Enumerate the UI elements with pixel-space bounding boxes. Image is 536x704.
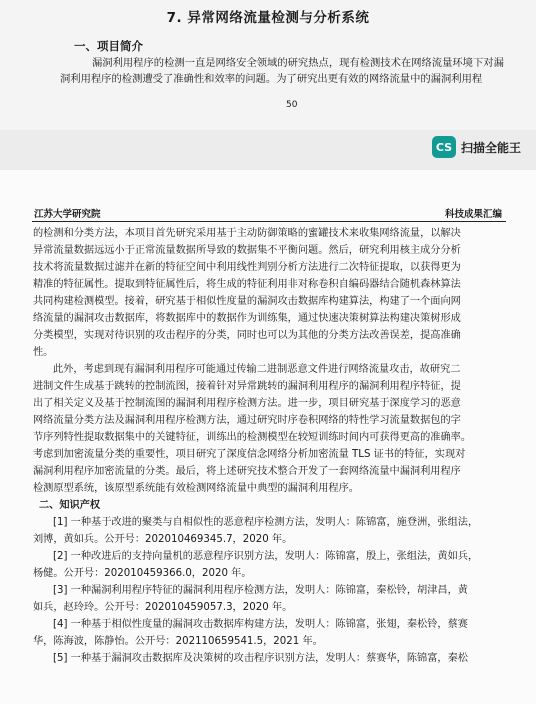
body-line: 的检测和分类方法，本项目首先研究采用基于主动防御策略的蜜罐技术来收集网络流量，以解决: [33, 228, 461, 239]
patent-entry-line: 刘博，黄如兵。公开号：202010469345.7，2020 年。: [33, 534, 293, 545]
scanner-app-name: 扫描全能王: [461, 140, 522, 155]
body-line: 性。: [33, 347, 54, 358]
body-line: 精准的特征属性。提取到特征属性后，将生成的特征利用非对称卷积自编码器结合随机森林算法: [33, 279, 461, 290]
document-page: [0, 170, 536, 704]
body-line: 此外，考虑到现有漏洞利用程序可能通过传输二进制恶意文件进行网络流量攻击，故研究二: [53, 364, 461, 375]
patent-entry-line: [1] 一种基于改进的聚类与自相似性的恶意程序检测方法，发明人：陈锦富，施登洲，张组法，: [53, 517, 479, 528]
patent-entry-line: [4] 一种基于相似性度量的漏洞攻击数据库构建方法，发明人：陈锦富，张翅，秦松铃，蔡赛: [53, 619, 468, 630]
patent-entry-line: 华，陈海波，陈静怡。公开号：202110659541.5，2021 年。: [33, 636, 323, 647]
body-line: 漏洞利用程序加密流量的分类。最后，将上述研究技术整合开发了一套网络流量中漏洞利用程序: [33, 466, 461, 477]
section-title: 7. 异常网络流量检测与分析系统: [166, 10, 370, 26]
body-line: 络流量的漏洞攻击数据库，将数据库中的数据作为训练集，通过快速决策树算法构建决策树形成: [33, 313, 461, 324]
patent-entry-line: 杨健。公开号：202010459366.0，2020 年。: [33, 568, 252, 579]
previous-page-fragment: [0, 0, 536, 130]
page-body: [33, 225, 509, 667]
body-line: 共同构建检测模型。接着，研究基于相似性度量的漏洞攻击数据库构建算法，构建了一个面向网: [33, 296, 461, 307]
body-line: 网络流量分类方法及漏洞利用程序检测方法，通过研究时序卷积网络的特性学习流量数据包的字: [33, 415, 461, 426]
body-line: 出了相关定义及基于控制流图的漏洞利用程序检测方法。进一步，项目研究基于深度学习的恶意: [33, 398, 461, 409]
body-line: 进制文件生成基于跳转的控制流图，接着针对异常跳转的漏洞利用程序的漏洞利用程序特征，提: [33, 381, 461, 392]
page-number: 50: [286, 100, 298, 110]
text-line: 洞利用程序的检测遭受了准确性和效率的问题。为了研究出更有效的网络流量中的漏洞利用程: [60, 73, 483, 85]
camscanner-logo-icon: CS: [432, 136, 456, 158]
section-heading-intro: 一、项目简介: [74, 39, 143, 53]
patent-entry-line: [5] 一种基于漏洞攻击数据库及决策树的攻击程序识别方法，发明人：蔡赛华，陈锦富，秦松: [53, 653, 468, 664]
header-left: 江苏大学研究院: [34, 209, 101, 220]
patent-entry-line: [2] 一种改进后的支持向量机的恶意程序识别方法，发明人：陈锦富，殷上，张组法，黄如兵，: [53, 551, 479, 562]
body-line: 异常流量数据远远小于正常流量数据所导致的数据集不平衡问题。然后，研究利用核主成分分析: [33, 245, 461, 256]
patent-entry-line: 如兵，赵玲玲。公开号：202010459057.3，2020 年。: [33, 602, 293, 613]
body-line: 节序列特性提取数据集中的关键特征，训练出的检测模型在较短训练时间内可获得更高的准确率。: [33, 432, 472, 443]
body-line: 考虑到加密流量分类的重要性，项目研究了深度信念网络分析加密流量 TLS 证书的特征，实现对: [33, 449, 466, 460]
scanner-watermark: [432, 136, 521, 158]
body-line: 技术将流量数据过滤并在新的特征空间中利用线性判别分析方法进行二次特征提取，以获得更为: [33, 262, 461, 273]
body-line: 检测原型系统，该原型系统能有效检测网络流量中典型的漏洞利用程序。: [33, 483, 359, 494]
text-line: 漏洞利用程序的检测一直是网络安全领域的研究热点，现有检测技术在网络流量环境下对漏: [92, 57, 504, 69]
section-heading-ip: 二、知识产权: [39, 500, 101, 511]
header-right: 科技成果汇编: [444, 209, 502, 220]
intro-paragraph: [60, 55, 536, 87]
body-line: 分类模型，实现对待识别的攻击程序的分类，同时也可以为其他的分类方法改善误差，提高准确: [33, 330, 461, 341]
patent-entry-line: [3] 一种漏洞利用程序特征的漏洞利用程序检测方法，发明人：陈锦富，秦松铃，胡津昌，黄: [53, 585, 468, 596]
header-rule: [32, 221, 506, 222]
